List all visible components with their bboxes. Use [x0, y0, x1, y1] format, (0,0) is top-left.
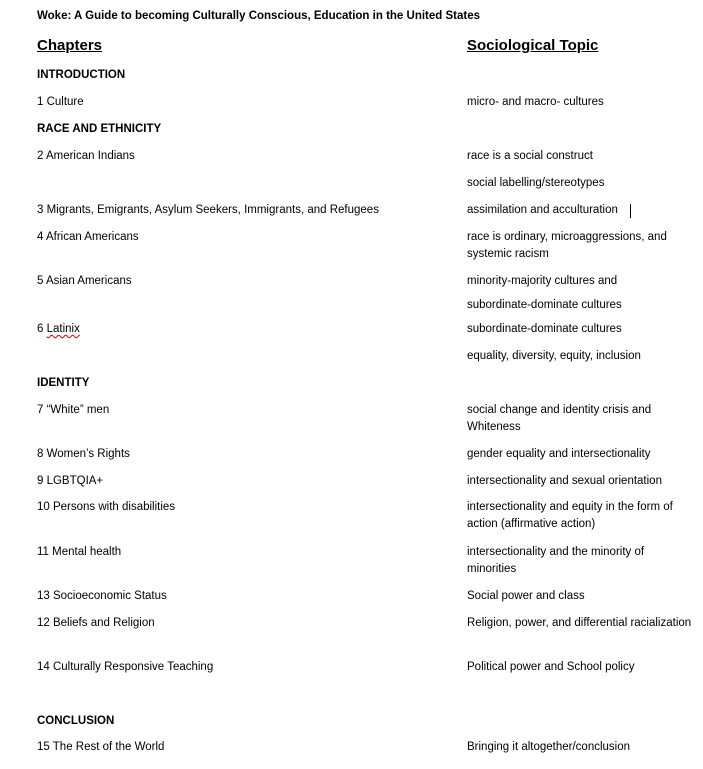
chapter-2: 2 American Indians: [37, 150, 135, 162]
chapter-10: 10 Persons with disabilities: [37, 501, 176, 513]
topic-6b: equality, diversity, equity, inclusion: [467, 350, 641, 362]
topic-15: Bringing it altogether/conclusion: [467, 741, 631, 753]
chapter-7: 7 “White” men: [37, 404, 110, 416]
spellcheck-word[interactable]: Latinix: [46, 323, 80, 335]
chapter-4: 4 African Americans: [37, 231, 139, 243]
chapter-5: 5 Asian Americans: [37, 275, 132, 287]
chapter-11: 11 Mental health: [37, 546, 122, 558]
topic-14: Political power and School policy: [467, 661, 635, 673]
section-identity: IDENTITY: [37, 377, 90, 389]
topic-heading: Sociological Topic: [467, 37, 599, 54]
chapter-15: 15 The Rest of the World: [37, 741, 165, 753]
chapter-6-number: 6: [37, 323, 47, 335]
topic-3: assimilation and acculturation: [467, 204, 618, 216]
topic-5a: minority-majority cultures and: [467, 275, 618, 287]
topic-12: Religion, power, and differential racialization: [467, 617, 692, 629]
topic-4: race is ordinary, microaggressions, and systemic racism: [467, 231, 667, 260]
topic-10: intersectionality and equity in the form of action (affirmative action): [467, 501, 673, 530]
topic-6a: subordinate-dominate cultures: [467, 323, 622, 335]
topic-1: micro- and macro- cultures: [467, 96, 604, 108]
chapter-6: [37, 321, 447, 338]
section-race-ethnicity: RACE AND ETHNICITY: [37, 123, 162, 135]
topic-2a: race is a social construct: [467, 150, 593, 162]
chapter-1: 1 Culture: [37, 96, 84, 108]
topic-9: intersectionality and sexual orientation: [467, 475, 662, 487]
chapters-heading: Chapters: [37, 37, 103, 54]
chapter-3: 3 Migrants, Emigrants, Asylum Seekers, Immigrants, and Refugees: [37, 204, 379, 216]
topic-11: intersectionality and the minority of minorities: [467, 546, 645, 575]
section-introduction: INTRODUCTION: [37, 69, 126, 81]
chapter-9: 9 LGBTQIA+: [37, 475, 104, 487]
topic-13: Social power and class: [467, 590, 585, 602]
section-conclusion: CONCLUSION: [37, 715, 115, 727]
chapter-13: 13 Socioeconomic Status: [37, 590, 167, 602]
chapter-12: 12 Beliefs and Religion: [37, 617, 155, 629]
text-cursor: [630, 204, 631, 218]
document-title: Woke: A Guide to becoming Culturally Conscious, Education in the United States: [37, 10, 481, 22]
topic-5b: subordinate-dominate cultures: [467, 299, 622, 311]
topic-2b: social labelling/stereotypes: [467, 177, 605, 189]
chapter-8: 8 Women’s Rights: [37, 448, 130, 460]
topic-8: gender equality and intersectionality: [467, 448, 651, 460]
topic-7: social change and identity crisis and Whiteness: [467, 404, 652, 433]
chapter-14: 14 Culturally Responsive Teaching: [37, 661, 214, 673]
